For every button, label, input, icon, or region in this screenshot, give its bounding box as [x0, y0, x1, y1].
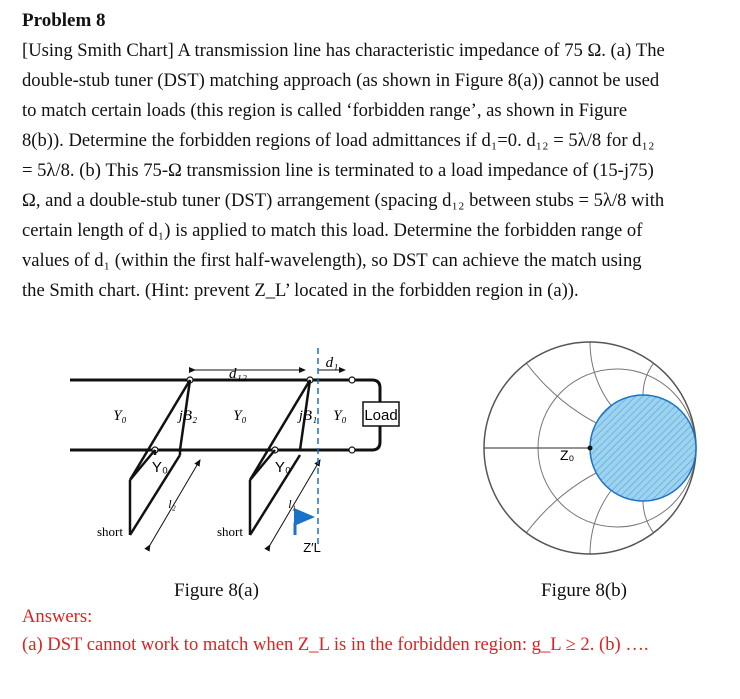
label-d1: d₁ — [325, 355, 339, 371]
problem-line-6: Ω, and a double-stub tuner (DST) arrangement (spacing d₁₂ between stubs = 5λ/8 with — [22, 190, 665, 211]
label-y0-stub2: Y₀ — [151, 459, 169, 476]
problem-line-3: to match certain loads (this region is called ‘forbidden range’, as shown in Figure — [22, 100, 628, 121]
answers-heading: Answers: — [22, 606, 93, 627]
stub-1 — [250, 380, 310, 535]
stub-2 — [130, 380, 190, 535]
label-y0-right: Y₀ — [333, 408, 347, 424]
problem-line-9: the Smith chart. (Hint: prevent Z_L’ located in the forbidden region in (a)). — [22, 280, 579, 301]
problem-line-7: certain length of d₁) is applied to match this load. Determine the forbidden range of — [22, 220, 643, 241]
label-jb2: jB₂ — [178, 408, 198, 424]
forbidden-region — [590, 395, 696, 501]
label-y0-mid: Y₀ — [233, 408, 247, 424]
label-d12: d₁₂ — [229, 366, 247, 382]
label-short-right: short — [217, 524, 243, 539]
problem-statement — [22, 36, 722, 306]
problem-line-5: = 5λ/8. (b) This 75-Ω transmission line is terminated to a load impedance of (15-j75) — [22, 160, 654, 181]
caption-figure-8b: Figure 8(b) — [541, 580, 628, 601]
problem-line-1: [Using Smith Chart] A transmission line has characteristic impedance of 75 Ω. (a) The — [22, 40, 665, 61]
answers-text: (a) DST cannot work to match when Z_L is in the forbidden region: g_L ≥ 2. (b) …. — [22, 634, 649, 655]
problem-title: Problem 8 — [22, 10, 106, 31]
label-zl-prime: Z′L — [303, 540, 321, 555]
label-y0-stub1: Y₀ — [274, 459, 292, 476]
problem-line-8: values of d₁ (within the first half-wavelength), so DST can achieve the match using — [22, 250, 642, 271]
label-l2: l₂ — [168, 497, 176, 511]
problem-line-4: 8(b)). Determine the forbidden regions of load admittances if d₁=0. d₁₂ = 5λ/8 for d₁₂ — [22, 130, 655, 151]
figure-8a-diagram — [0, 340, 420, 570]
center-point — [588, 446, 593, 451]
problem-line-2: double-stub tuner (DST) matching approach (as shown in Figure 8(a)) cannot be used — [22, 70, 660, 91]
label-y0-left: Y₀ — [113, 408, 127, 424]
label-short-left: short — [97, 524, 123, 539]
label-jb1: jB₁ — [298, 408, 318, 424]
label-z0: Z₀ — [560, 447, 575, 463]
label-load: Load — [364, 407, 398, 424]
caption-figure-8a: Figure 8(a) — [174, 580, 259, 601]
label-l1: l₁ — [288, 497, 296, 511]
figure-8b-smith-chart — [470, 328, 710, 568]
